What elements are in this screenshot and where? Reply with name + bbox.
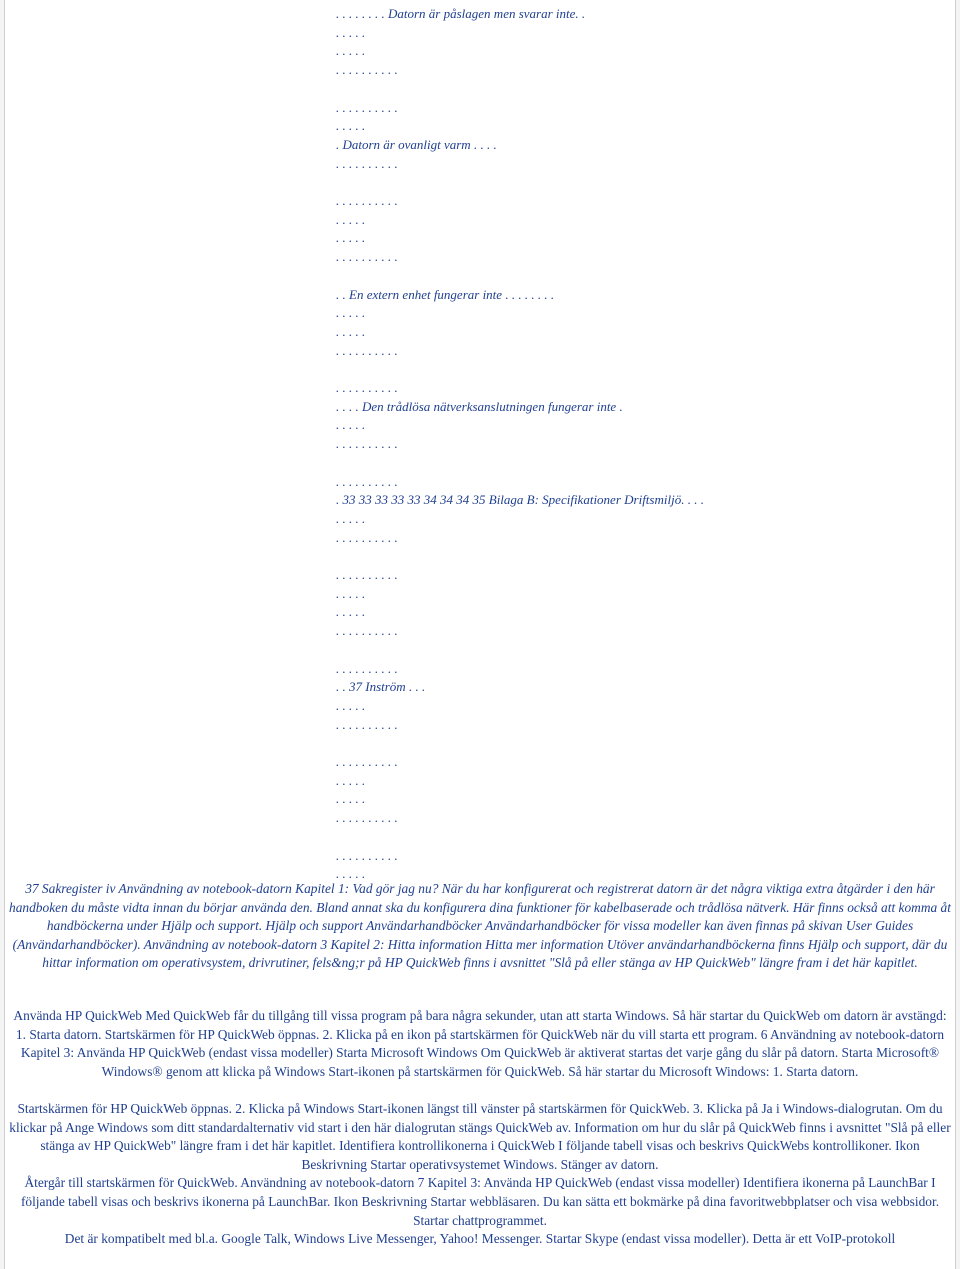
quickweb-paragraph: Startskärmen för HP QuickWeb öppnas. 2. Klicka på Windows Start-ikonen längst till vänster på startskärmen för QuickWeb. 3. Klicka på Ja i Windows-dialogrutan. Om du klickar på Ange Windows som ditt standardalternativ vid start i den här dialogrutan stängs QuickWeb av. Information om hur du slår på QuickWeb finns i avsnittet "Slå på eller stänga av HP QuickWeb" längre fram i det här kapitlet. Identifiera kontrollikonerna i QuickWeb I följande tabell visas och beskrivs QuickWebs kontrollikoner. Ikon Beskrivning Startar operativsystemet Windows. Stänger av datorn.: [9, 1100, 951, 1172]
toc-line: . . . . .: [336, 230, 366, 246]
right-page-border: [955, 0, 960, 1269]
intro-paragraph: [8, 880, 952, 973]
launchbar-paragraph: Återgår till startskärmen för QuickWeb. Användning av notebook-datorn 7 Kapitel 3: Använda HP QuickWeb (endast vissa modeller) Identifiera ikonerna på LaunchBar I följande tabell visas och beskrivs ikonerna på LaunchBar. Ikon Beskrivning Startar webbläsaren. Du kan sätta ett bokmärke på dina favoritwebbplatser och visa webbsidor. Startar chattprogrammet.: [20, 1175, 940, 1228]
quickweb-paragraph: Använda HP QuickWeb Med QuickWeb får du tillgång till vissa program på bara några sekunder, utan att starta Windows. Så här startar du QuickWeb om datorn är avstängd: 1. Starta datorn. Startskärmen för HP QuickWeb öppnas. 2. Klicka på en ikon på startskärmen för QuickWeb när du vill starta ett program. 6 Användning av notebook-datorn Kapitel 3: Använda HP QuickWeb (endast vissa modeller) Starta Microsoft Windows Om QuickWeb är aktiverat startas det varje gång du slår på datorn. Starta Microsoft® Windows® genom att klicka på Windows Start-ikonen på startskärmen för QuickWeb. Så här startar du Microsoft Windows: 1. Starta datorn.: [13, 1008, 947, 1079]
toc-line: . . . . .: [336, 43, 366, 59]
toc-line: . . . . .: [336, 772, 366, 788]
toc-line: . . . . . . . . Datorn är påslagen men svarar inte. .: [336, 6, 586, 21]
toc-line: . . . . .: [336, 24, 366, 40]
toc-line: . . . . .: [336, 118, 366, 134]
quickweb-section: [8, 1007, 952, 1249]
toc-line: . . . . . . . . . .: [336, 436, 398, 452]
toc-line: . . . . . . . . . .: [336, 754, 398, 769]
toc-line: . . . . . . . . . .: [336, 660, 398, 676]
toc-line: . . . . . . . . . .: [336, 155, 398, 171]
toc-line: . . . . . . . . . .: [336, 249, 398, 265]
toc-line: . . . . . . . . . .: [336, 193, 398, 208]
toc-line: . . . . .: [336, 585, 366, 601]
toc-line: . 33 33 33 33 33 34 34 34 35 Bilaga B: Specifikationer Driftsmiljö. . . .: [336, 492, 704, 508]
toc-line: . . . . .: [336, 510, 366, 526]
toc-line: . . . . .: [336, 211, 366, 227]
blank-line: [8, 1081, 952, 1100]
toc-line: . . . . . . . . . .: [336, 567, 398, 582]
toc-line: . . . . . . . . . .: [336, 473, 398, 489]
toc-line: . . . . .: [336, 604, 366, 620]
toc-line: . . . . . . . . . .: [336, 810, 398, 826]
intro-paragraph-text: 37 Sakregister iv Användning av notebook-datorn Kapitel 1: Vad gör jag nu? När du har konfigurerat och registrerat datorn är det några viktiga extra åtgärder i den här handboken du måste vidta innan du börjar använda den. Bland annat ska du konfigurera dina funktioner för kabelbaserade och trådlösa nätverk. Här finns också att komma åt handböckerna under Hjälp och support. Hjälp och support Användarhandböcker Användarhandböcker för vissa modeller kan även finnas på skivan User Guides (Användarhandböcker). Användning av notebook-datorn 3 Kapitel 2: Hitta information Hitta mer information Utöver användarhandböckerna finns Hjälp och support, där du hittar information om operativsystem, drivrutiner, fels&ng;r på HP QuickWeb finns i avsnittet "Slå på eller stänga av HP QuickWeb" längre fram i det här kapitlet.: [9, 881, 951, 971]
toc-line: . . . . . . . . . .: [336, 623, 398, 639]
toc-line: . . . . . . . . . .: [336, 380, 398, 395]
toc-line: . . . . .: [336, 791, 366, 807]
toc-line: . . 37 Inström . . .: [336, 679, 426, 695]
toc-line: . . . . .: [336, 305, 366, 321]
toc-line: . . . . . . . . . .: [336, 99, 398, 115]
toc-line: . . . . . . . . . .: [336, 847, 398, 863]
toc-line: . Datorn är ovanligt varm . . . .: [336, 136, 497, 152]
toc-line: . . . . .: [336, 697, 366, 713]
toc-line: . . . . .: [336, 866, 366, 882]
toc-line: . . . . . . . . . .: [336, 342, 398, 358]
toc-line: . . En extern enhet fungerar inte . . . . . . . .: [336, 286, 555, 302]
toc-line: . . . . .: [336, 323, 366, 339]
chat-paragraph: Det är kompatibelt med bl.a. Google Talk, Windows Live Messenger, Yahoo! Messenger. Startar Skype (endast vissa modeller). Detta är ett VoIP-protokoll: [64, 1231, 896, 1247]
toc-line: . . . . . . . . . .: [336, 62, 398, 78]
toc-line: . . . . . . . . . .: [336, 529, 398, 545]
toc-line: . . . . .: [336, 417, 366, 433]
toc-line: . . . . . . . . . .: [336, 716, 398, 732]
toc-line: . . . . Den trådlösa nätverksanslutningen fungerar inte .: [336, 398, 623, 414]
left-page-border: [0, 0, 5, 1269]
